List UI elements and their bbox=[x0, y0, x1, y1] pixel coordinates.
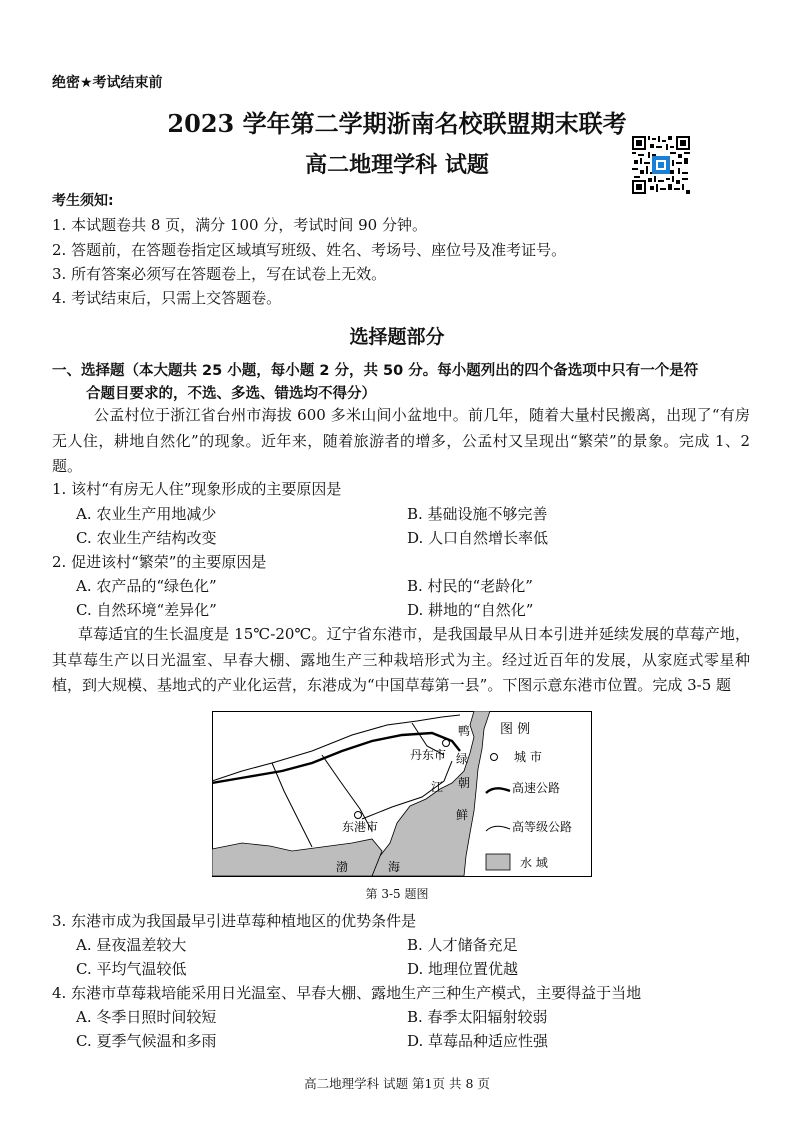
option-c[interactable]: C. 夏季气候温和多雨 bbox=[76, 1032, 217, 1050]
legend-expressway: 高速公路 bbox=[512, 781, 561, 795]
section-title: 选择题部分 bbox=[349, 326, 445, 348]
label-bo: 渤 bbox=[336, 860, 349, 874]
passage-2: 草莓适宜的生长温度是 15℃-20℃。辽宁省东港市，是我国最早从日本引进并延续发展的草莓产地，其草莓生产以日光温室、早春大棚、露地生产三种栽培形式为主。经过近百年的发展，从家庭式零星种植，到大规模、基地式的产业化运营，东港成为“中国草莓第一县”。下图示意东港市位置。完成 3-5 题 bbox=[52, 625, 750, 694]
legend-water: 水 域 bbox=[520, 856, 548, 870]
option-d[interactable]: D. 地理位置优越 bbox=[407, 960, 519, 978]
option-d[interactable]: D. 草莓品种适应性强 bbox=[407, 1032, 549, 1050]
option-a[interactable]: A. 昼夜温差较大 bbox=[76, 936, 187, 954]
question-stem: 4. 东港市草莓栽培能采用日光温室、早春大棚、露地生产三种生产模式，主要得益于当地 bbox=[52, 984, 642, 1002]
notice-item: 3. 所有答案必须写在答题卷上，写在试卷上无效。 bbox=[52, 265, 387, 283]
legend-city-icon bbox=[491, 754, 498, 761]
label-korea: 朝 bbox=[458, 776, 471, 790]
section-instruction-cont: 合题目要求的，不选、多选、错选均不得分） bbox=[86, 386, 376, 402]
option-a[interactable]: A. 冬季日照时间较短 bbox=[76, 1008, 217, 1026]
notice-item: 2. 答题前，在答题卷指定区域填写班级、姓名、考场号、座位号及准考证号。 bbox=[52, 241, 567, 259]
option-a[interactable]: A. 农产品的“绿色化” bbox=[76, 577, 217, 595]
option-d[interactable]: D. 耕地的“自然化” bbox=[407, 601, 534, 619]
question-stem: 2. 促进该村“繁荣”的主要原因是 bbox=[52, 553, 267, 571]
label-dandong: 丹东市 bbox=[410, 748, 447, 762]
section-instruction: 一、选择题（本大题共 25 小题，每小题 2 分，共 50 分。每小题列出的四个备选项中只有一个是符 bbox=[52, 363, 699, 379]
option-d[interactable]: D. 人口自然增长率低 bbox=[407, 529, 549, 547]
question-stem: 1. 该村“有房无人住”现象形成的主要原因是 bbox=[52, 480, 342, 498]
legend-title: 图 例 bbox=[500, 722, 531, 737]
label-korea: 鲜 bbox=[456, 808, 469, 822]
passage-1: 公孟村位于浙江省台州市海拔 600 多米山间小盆地中。前几年，随着大量村民搬离，出现了“有房无人住，耕地自然化”的现象。近年来，随着旅游者的增多，公孟村又呈现出“繁荣”的景象。完成 1、2 题。 bbox=[52, 406, 750, 475]
label-river: 江 bbox=[431, 780, 444, 794]
notice-heading: 考生须知: bbox=[52, 193, 114, 209]
page-footer: 高二地理学科 试题 第1页 共 8 页 bbox=[304, 1076, 490, 1091]
option-b[interactable]: B. 基础设施不够完善 bbox=[407, 505, 548, 523]
option-b[interactable]: B. 村民的“老龄化” bbox=[407, 577, 533, 595]
legend-city: 城 市 bbox=[514, 750, 542, 764]
notice-item: 4. 考试结束后，只需上交答题卷。 bbox=[52, 289, 282, 307]
legend-highway: 高等级公路 bbox=[512, 820, 573, 834]
legend-water-icon bbox=[486, 854, 510, 870]
option-c[interactable]: C. 自然环境“差异化” bbox=[76, 601, 217, 619]
label-hai: 海 bbox=[388, 860, 401, 874]
option-b[interactable]: B. 人才储备充足 bbox=[407, 936, 518, 954]
qr-code-icon[interactable] bbox=[632, 136, 690, 194]
secret-label: 绝密★考试结束前 bbox=[52, 75, 163, 91]
location-map bbox=[212, 711, 592, 877]
label-river: 鸭 bbox=[458, 724, 471, 738]
label-river: 绿 bbox=[456, 752, 469, 766]
label-donggang: 东港市 bbox=[342, 820, 379, 834]
exam-subtitle: 高二地理学科 试题 bbox=[305, 152, 489, 178]
notice-item: 1. 本试题卷共 8 页，满分 100 分，考试时间 90 分钟。 bbox=[52, 216, 427, 234]
question-stem: 3. 东港市成为我国最早引进草莓种植地区的优势条件是 bbox=[52, 912, 417, 930]
option-a[interactable]: A. 农业生产用地减少 bbox=[76, 505, 217, 523]
option-c[interactable]: C. 农业生产结构改变 bbox=[76, 529, 217, 547]
map-caption: 第 3-5 题图 bbox=[365, 887, 429, 901]
option-c[interactable]: C. 平均气温较低 bbox=[76, 960, 187, 978]
option-b[interactable]: B. 春季太阳辐射较弱 bbox=[407, 1008, 548, 1026]
exam-title: 2023 学年第二学期浙南名校联盟期末联考 bbox=[167, 109, 627, 138]
